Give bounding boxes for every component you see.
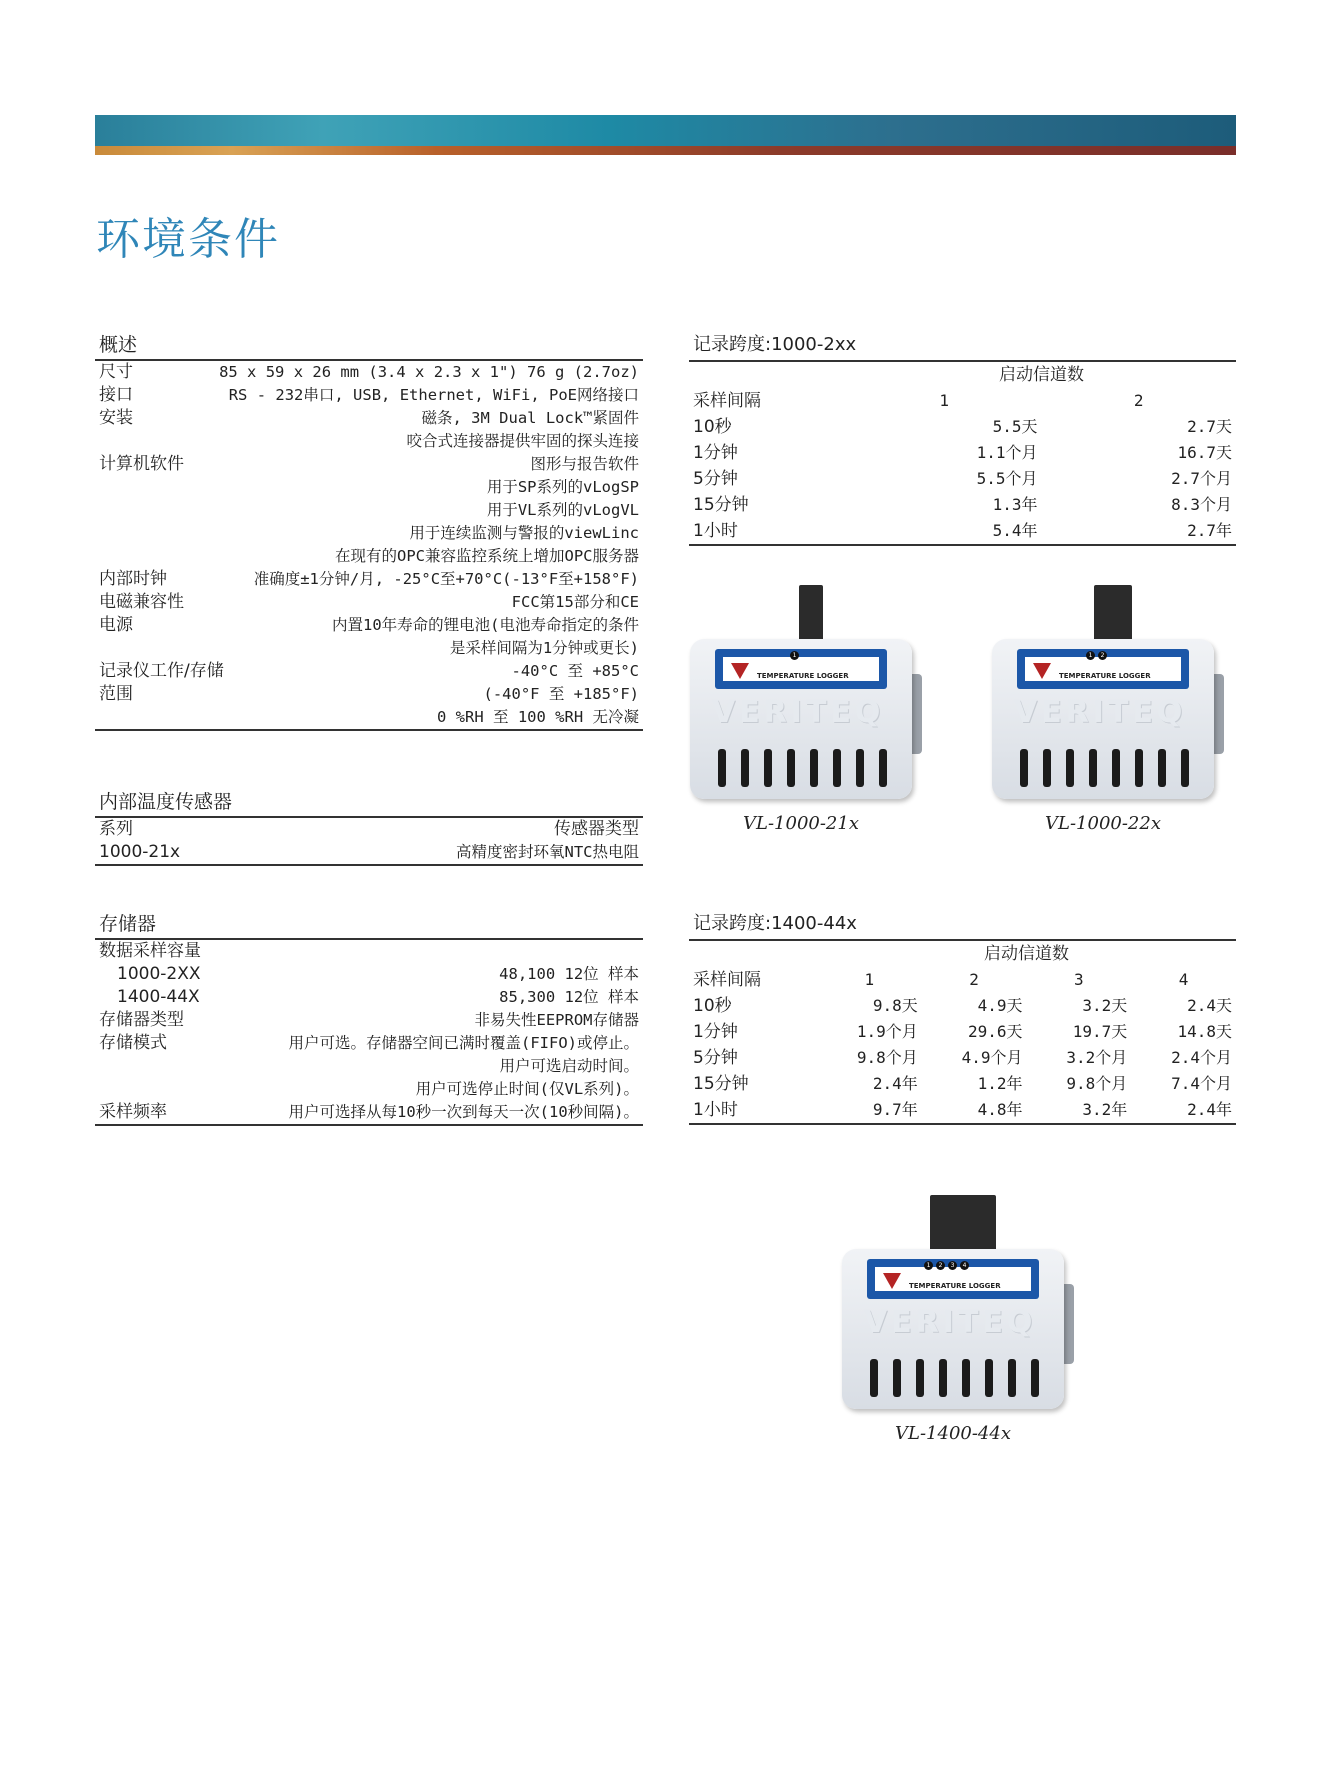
logger-brand: VERITEQ — [1014, 695, 1187, 730]
vent-slot — [833, 749, 841, 787]
overview-value: -40°C 至 +85°C (-40°F 至 +185°F) 0 %RH 至 100 %RH 无冷凝 — [437, 662, 639, 726]
span-44x-blank-cell — [689, 941, 817, 967]
sensor-col-series: 系列 — [99, 819, 133, 839]
vent-slot — [1066, 749, 1074, 787]
memory-section — [95, 912, 643, 1126]
span-44x-row — [689, 1019, 1236, 1045]
span-44x-group-row — [689, 941, 1236, 967]
span-44x-interval: 15分钟 — [693, 1074, 749, 1094]
sensor-section — [95, 790, 643, 866]
vent-slot — [1031, 1359, 1039, 1397]
channel-indicator-icon: 1 — [924, 1261, 933, 1270]
span-2xx-row — [689, 492, 1236, 518]
channel-indicator-icon: 3 — [948, 1261, 957, 1270]
vent-slot — [810, 749, 818, 787]
sensor-list — [95, 841, 643, 866]
span-44x-row — [689, 1045, 1236, 1071]
span-2xx-value: 2.7个月 — [1171, 469, 1232, 488]
overview-row — [95, 614, 643, 660]
overview-list — [95, 361, 643, 731]
span-2xx-row — [689, 414, 1236, 440]
memory-value: 85,300 12位 样本 — [499, 988, 639, 1006]
channel-indicator-icon: 2 — [1098, 651, 1107, 660]
veriteq-logo-icon — [883, 1273, 901, 1289]
overview-row — [95, 384, 643, 407]
overview-label: 内部时钟 — [99, 569, 167, 589]
vent-slot — [893, 1359, 901, 1397]
span-44x-value: 2.4年 — [1187, 1100, 1232, 1119]
overview-value: 图形与报告软件 用于SP系列的vLogSP 用于VL系列的vLogVL 用于连续监测与警报的viewLinc 在现有的OPC兼容监控系统上增加OPC服务器 — [335, 455, 639, 565]
device-vl-1000-21x — [690, 585, 940, 845]
span-2xx-interval: 15分钟 — [693, 495, 749, 515]
memory-row — [95, 1032, 643, 1101]
span-table-2xx — [689, 333, 1236, 546]
span-44x-interval-header: 采样间隔 — [693, 970, 761, 990]
vent-slot — [879, 749, 887, 787]
vent-slot — [741, 749, 749, 787]
logger-brand: VERITEQ — [864, 1305, 1037, 1340]
span-44x-value: 2.4年 — [872, 1074, 918, 1093]
logger-body — [690, 639, 912, 799]
span-44x-value: 14.8天 — [1177, 1022, 1232, 1041]
span-2xx-interval: 1小时 — [693, 521, 738, 541]
span-2xx-interval-header: 采样间隔 — [693, 391, 761, 411]
logger-label-text: TEMPERATURE LOGGER — [875, 1267, 1031, 1291]
overview-row — [95, 568, 643, 591]
vent-slot — [985, 1359, 993, 1397]
span-44x-group-header: 启动信道数 — [984, 944, 1069, 964]
span-44x-header-row — [689, 967, 1236, 993]
channel-indicator-icon: 2 — [936, 1261, 945, 1270]
span-44x-value: 1.9个月 — [856, 1022, 918, 1041]
sensor-label: 1000-21x — [99, 842, 181, 862]
span-44x-channel-header: 2 — [969, 970, 979, 989]
channel-indicator-icon: 1 — [1086, 651, 1095, 660]
span-2xx-value: 2.7年 — [1187, 521, 1232, 540]
overview-row — [95, 407, 643, 453]
overview-label: 尺寸 — [99, 362, 133, 382]
vent-slot — [1135, 749, 1143, 787]
span-2xx-value: 5.5天 — [992, 417, 1038, 436]
overview-label: 记录仪工作/存储 范围 — [99, 661, 224, 704]
vent-slot — [718, 749, 726, 787]
span-44x-value: 9.8天 — [872, 996, 918, 1015]
memory-label: 1400-44X — [117, 987, 200, 1007]
span-44x-value: 2.4个月 — [1171, 1048, 1232, 1067]
overview-heading: 概述 — [95, 333, 643, 361]
memory-label: 采样频率 — [99, 1102, 167, 1122]
logger-label-text: TEMPERATURE LOGGER — [723, 657, 879, 681]
device-caption: VL-1000-22x — [1045, 813, 1161, 834]
overview-value: RS - 232串口, USB, Ethernet, WiFi, PoE网络接口 — [228, 386, 639, 404]
span-2xx-value: 2.7天 — [1187, 417, 1232, 436]
logger-body — [992, 639, 1214, 799]
memory-heading: 存储器 — [95, 912, 643, 940]
span-table-44x-grid — [689, 941, 1236, 1125]
sensor-row — [95, 841, 643, 864]
span-table-2xx-grid — [689, 362, 1236, 546]
memory-label: 数据采样容量 — [99, 941, 201, 961]
sensor-col-type: 传感器类型 — [554, 819, 639, 839]
page-title: 环境条件 — [96, 214, 280, 265]
sensor-header-row — [95, 818, 643, 841]
span-44x-value: 3.2个月 — [1066, 1048, 1128, 1067]
span-44x-value: 9.8个月 — [856, 1048, 918, 1067]
memory-label: 1000-2XX — [117, 964, 201, 984]
overview-row — [95, 361, 643, 384]
overview-value: 85 x 59 x 26 mm (3.4 x 2.3 x 1") 76 g (2.7oz) — [219, 363, 639, 381]
vent-slot — [1043, 749, 1051, 787]
span-2xx-value: 5.4年 — [992, 521, 1038, 540]
memory-row — [95, 940, 643, 963]
span-44x-interval: 1分钟 — [693, 1022, 738, 1042]
overview-label: 计算机软件 — [99, 454, 184, 474]
span-44x-value: 1.2年 — [977, 1074, 1023, 1093]
span-2xx-value: 5.5个月 — [976, 469, 1038, 488]
span-44x-channel-header: 4 — [1178, 970, 1189, 989]
span-2xx-interval: 10秒 — [693, 417, 732, 437]
memory-row — [95, 986, 643, 1009]
vent-slot — [1089, 749, 1097, 787]
span-2xx-row — [689, 518, 1236, 545]
vent-slot — [962, 1359, 970, 1397]
memory-row — [95, 963, 643, 986]
overview-label: 电磁兼容性 — [99, 592, 184, 612]
span-2xx-channel-header: 1 — [939, 391, 950, 410]
span-table-2xx-caption: 记录跨度:1000-2xx — [689, 333, 1236, 362]
device-vl-1000-22x — [992, 585, 1242, 845]
span-44x-value: 4.9个月 — [961, 1048, 1023, 1067]
span-44x-interval: 10秒 — [693, 996, 732, 1016]
header-banner-strip — [95, 146, 1236, 155]
span-44x-value: 29.6天 — [967, 1022, 1023, 1041]
span-44x-value: 19.7天 — [1072, 1022, 1128, 1041]
vent-slot — [1020, 749, 1028, 787]
memory-row — [95, 1009, 643, 1032]
veriteq-logo-icon — [731, 663, 749, 679]
vent-slot — [1008, 1359, 1016, 1397]
span-2xx-value: 8.3个月 — [1171, 495, 1232, 514]
span-2xx-row — [689, 466, 1236, 492]
vent-slot — [764, 749, 772, 787]
span-2xx-row — [689, 440, 1236, 466]
span-2xx-group-header: 启动信道数 — [999, 365, 1084, 385]
span-2xx-channel-header: 2 — [1133, 391, 1144, 410]
logger-label-text: TEMPERATURE LOGGER — [1025, 657, 1181, 681]
span-44x-row — [689, 1097, 1236, 1124]
span-44x-row — [689, 993, 1236, 1019]
span-2xx-header-row — [689, 388, 1236, 414]
overview-value: 准确度±1分钟/月, -25°C至+70°C(-13°F至+158°F) — [253, 570, 639, 588]
overview-label: 安装 — [99, 408, 133, 428]
logger-label — [715, 649, 887, 689]
vent-slot — [856, 749, 864, 787]
span-44x-value: 3.2年 — [1082, 1100, 1128, 1119]
memory-value: 用户可选。存储器空间已满时覆盖(FIFO)或停止。 用户可选启动时间。 用户可选停止时间(仅VL系列)。 — [288, 1034, 639, 1098]
vent-slot — [939, 1359, 947, 1397]
span-table-44x — [689, 912, 1236, 1125]
span-44x-row — [689, 1071, 1236, 1097]
logger-brand: VERITEQ — [712, 695, 885, 730]
channel-indicator-icon: 1 — [790, 651, 799, 660]
span-2xx-value: 1.1个月 — [976, 443, 1038, 462]
span-2xx-group-row — [689, 362, 1236, 388]
span-44x-value: 9.8个月 — [1066, 1074, 1128, 1093]
span-44x-value: 2.4天 — [1187, 996, 1232, 1015]
span-2xx-value: 16.7天 — [1177, 443, 1232, 462]
overview-value: FCC第15部分和CE — [511, 593, 639, 611]
span-44x-channel-header: 1 — [864, 970, 875, 989]
sensor-value: 高精度密封环氧NTC热电阻 — [456, 843, 639, 861]
span-2xx-interval: 1分钟 — [693, 443, 738, 463]
span-44x-value: 4.9天 — [977, 996, 1023, 1015]
span-2xx-value: 1.3年 — [992, 495, 1038, 514]
span-44x-interval: 5分钟 — [693, 1048, 738, 1068]
vent-slot — [916, 1359, 924, 1397]
channel-indicator-icon: 4 — [960, 1261, 969, 1270]
span-44x-value: 3.2天 — [1082, 996, 1128, 1015]
span-44x-value: 7.4个月 — [1171, 1074, 1232, 1093]
memory-value: 48,100 12位 样本 — [499, 965, 639, 983]
overview-label: 接口 — [99, 385, 133, 405]
vent-slot — [787, 749, 795, 787]
memory-row — [95, 1101, 643, 1124]
device-caption: VL-1000-21x — [743, 813, 859, 834]
overview-row — [95, 453, 643, 568]
overview-value: 内置10年寿命的锂电池(电池寿命指定的条件 是采样间隔为1分钟或更长) — [332, 616, 639, 657]
logger-body — [842, 1249, 1064, 1409]
memory-label: 存储模式 — [99, 1033, 167, 1053]
vent-slot — [1181, 749, 1189, 787]
memory-value: 用户可选择从每10秒一次到每天一次(10秒间隔)。 — [288, 1103, 639, 1121]
span-2xx-blank-cell — [689, 362, 847, 388]
vent-slot — [1158, 749, 1166, 787]
span-44x-channel-header: 3 — [1074, 970, 1084, 989]
overview-row — [95, 660, 643, 729]
veriteq-logo-icon — [1033, 663, 1051, 679]
vent-slot — [1112, 749, 1120, 787]
span-44x-value: 9.7年 — [872, 1100, 918, 1119]
span-44x-interval: 1小时 — [693, 1100, 738, 1120]
overview-section — [95, 333, 643, 731]
memory-value: 非易失性EEPROM存储器 — [474, 1011, 639, 1029]
sensor-heading: 内部温度传感器 — [95, 790, 643, 818]
device-caption: VL-1400-44x — [895, 1423, 1011, 1444]
device-vl-1400-44x — [842, 1195, 1092, 1470]
span-table-44x-caption: 记录跨度:1400-44x — [689, 912, 1236, 941]
span-2xx-interval: 5分钟 — [693, 469, 738, 489]
overview-label: 电源 — [99, 615, 133, 635]
overview-value: 磁条, 3M Dual Lock™紧固件 咬合式连接器提供牢固的探头连接 — [406, 409, 639, 450]
span-44x-value: 4.8年 — [977, 1100, 1023, 1119]
memory-label: 存储器类型 — [99, 1010, 184, 1030]
overview-row — [95, 591, 643, 614]
vent-slot — [870, 1359, 878, 1397]
memory-list — [95, 940, 643, 1126]
